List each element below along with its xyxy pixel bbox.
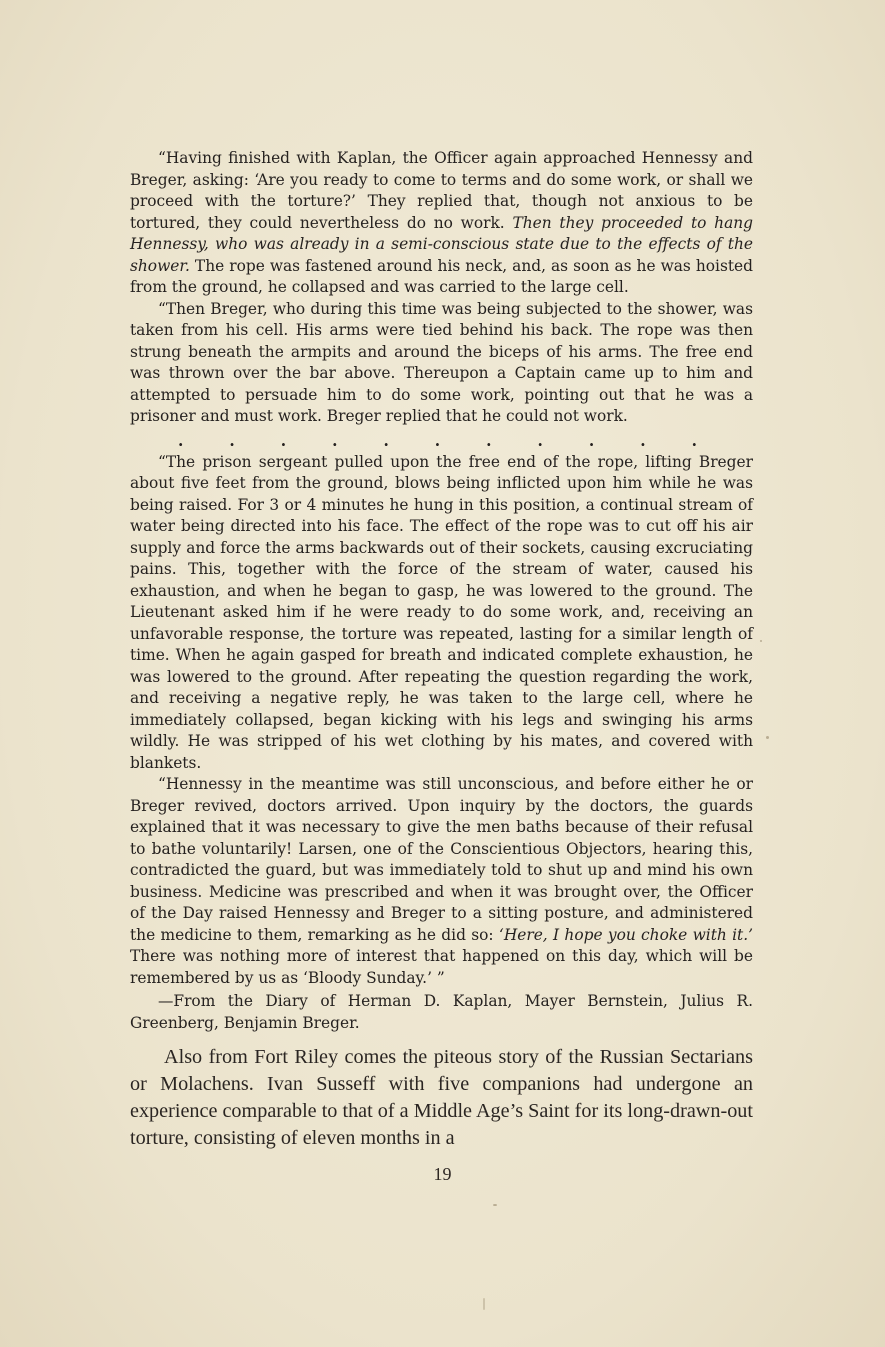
ellipsis-dot: .	[486, 431, 492, 450]
ellipsis-separator	[130, 428, 753, 452]
italic-text: ‘Here, I hope you choke with it.’	[498, 925, 754, 944]
diary-paragraph	[130, 148, 753, 299]
ellipsis-dot: .	[280, 431, 287, 450]
continuation-block	[130, 1044, 753, 1152]
ellipsis-dot: .	[383, 431, 389, 450]
text-segment: The rope was fastened around his neck, and, as soon as he was hoisted from the ground, he collapsed and was carried to the large cell.	[130, 256, 753, 296]
text-segment: “Then Breger, who during this time was being subjected to the shower, was taken from his cell. His arms were tied behind his back. The rope was then strung beneath the armpits and around the biceps of his arms. The free end was thrown over the bar above. Thereupon a Captain came up to him and attempted to persuade him to do some work, pointing out that he was a prisoner and must work. Breger replied that he could not work.	[130, 299, 753, 425]
diary-paragraph	[130, 452, 753, 775]
paper-speck	[766, 736, 769, 739]
text-segment: “Having finished with Kaplan, the Officer again approached Hennessy and Breger, asking: ‘Are you ready to come to terms and do some work, or shall we proceed with the torture?’ They replied that, though not anxious to be tortured, they could nevertheless do no work.	[130, 149, 753, 232]
ellipsis-dot: .	[434, 431, 441, 450]
diary-excerpt	[130, 148, 753, 1034]
text-segment: —From the Diary of Herman D. Kaplan, Mayer Bernstein, Julius R. Greenberg, Benjamin Breger.	[130, 992, 753, 1032]
continuation-paragraph: Also from Fort Riley comes the piteous story of the Russian Sectarians or Molachens. Ivan Susseff with five companions had undergone an experience comparable to that of a Middle Age’s Saint for its long-drawn-out torture, consisting of eleven months in a	[130, 1046, 753, 1149]
ellipsis-dot: .	[332, 431, 338, 450]
text-segment: “Hennessy in the meantime was still unconscious, and before either he or Breger revived, doctors arrived. Upon inquiry by the doctors, the guards explained that it was necessary to give the men baths because of their refusal to bathe voluntarily! Larsen, one of the Conscientious Objectors, hearing this, contradicted the guard, but was immediately told to shut up and mind his own business. Medicine was prescribed and when it was brought over, the Officer of the Day raised Hennessy and Breger to a sitting posture, and administered the medicine to them, remarking as he did so:	[130, 775, 753, 944]
ellipsis-dot: .	[640, 431, 646, 450]
ellipsis-dot: .	[691, 431, 697, 450]
text-segment: There was nothing more of interest that happened on this day, which will be remembered by us as ‘Bloody Sunday.’ ”	[130, 947, 753, 987]
paper-speck	[483, 1298, 485, 1310]
ellipsis-dot: .	[537, 431, 543, 450]
page-number: 19	[433, 1164, 452, 1184]
paper-speck	[493, 1204, 497, 1206]
ellipsis-dot: .	[178, 431, 184, 450]
attribution-paragraph	[130, 991, 753, 1034]
diary-paragraph	[130, 299, 753, 428]
italic-text: Then they proceeded to hang Hennessy, who was already in a semi-conscious state due to the effects of the shower.	[130, 213, 754, 275]
ellipsis-dot: .	[588, 431, 595, 450]
diary-paragraph	[130, 774, 753, 989]
ellipsis-dot: .	[229, 431, 235, 450]
text-segment: “The prison sergeant pulled upon the free end of the rope, lifting Breger about five feet from the ground, blows being inflicted upon him while he was being raised. For 3 or 4 minutes he hung in this position, a continual stream of water being directed into his face. The effect of the rope was to cut off his air supply and force the arms backwards out of their sockets, causing excruciating pains. This, together with the force of the stream of water, caused his exhaustion, and when he began to gasp, he was lowered to the ground. The Lieutenant asked him if he were ready to do some work, and, receiving an unfavorable response, the torture was repeated, lasting for a similar length of time. When he again gasped for breath and indicated complete exhaustion, he was lowered to the ground. After repeating the question regarding the work, and receiving a negative reply, he was taken to the large cell, where he immediately collapsed, began kicking with his legs and swinging his arms wildly. He was stripped of his wet clothing by his mates, and covered with blankets.	[130, 452, 753, 772]
paper-speck	[760, 640, 762, 642]
